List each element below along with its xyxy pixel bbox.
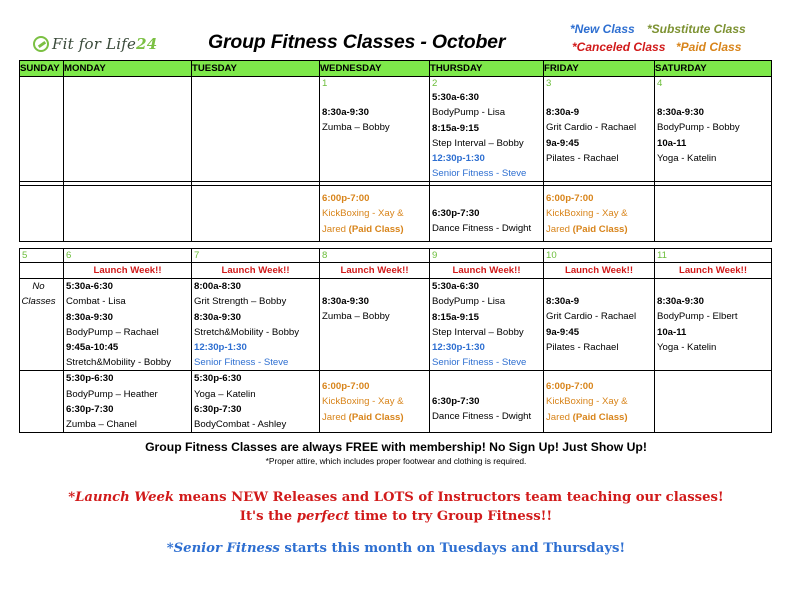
wednesday-cell: [320, 279, 430, 371]
class-time-paid: 6:00p-7:00: [322, 193, 370, 205]
sunday-cell: [20, 186, 64, 242]
week1-evening-row: [20, 186, 772, 242]
class-name-new: Senior Fitness - Steve: [432, 168, 527, 180]
class-time: 8:30a-9: [546, 107, 580, 119]
launch-week-label: Launch Week!!: [655, 263, 772, 279]
tuesday-cell: [192, 77, 320, 182]
friday-cell: [544, 77, 655, 182]
calendar-week-2: [19, 248, 772, 433]
launch-week-row: [20, 263, 772, 279]
sunday-cell: [20, 77, 64, 182]
class-name: BodyPump – Heather: [66, 388, 158, 400]
thursday-cell: [430, 371, 544, 433]
class-time-new: 12:30p-1:30: [432, 342, 485, 354]
class-name: Dance Fitness - Dwight: [432, 223, 532, 235]
class-name: Yoga - Katelin: [657, 341, 717, 353]
class-time: 5:30p-6:30: [66, 373, 114, 385]
class-name-paid-cont: Jared (Paid Class): [322, 223, 404, 235]
tuesday-cell: [192, 186, 320, 242]
class-name: BodyCombat - Ashley: [194, 419, 287, 431]
class-time: 9:45a-10:45: [66, 342, 119, 354]
class-name: BodyPump - Bobby: [657, 122, 740, 134]
class-time: 9a-9:45: [546, 326, 580, 338]
day-header: MONDAY: [64, 61, 192, 77]
class-time-paid: 6:00p-7:00: [546, 381, 594, 393]
class-name: Pilates - Rachael: [546, 152, 619, 164]
saturday-cell: [655, 371, 772, 433]
class-name-new: Senior Fitness - Steve: [432, 357, 527, 369]
class-name-paid-cont: Jared (Paid Class): [546, 411, 628, 423]
class-time: 8:30a-9:30: [66, 311, 113, 323]
class-name: Yoga – Katelin: [194, 388, 256, 400]
class-name: Grit Strength – Bobby: [194, 296, 287, 308]
class-name-new: Senior Fitness - Steve: [194, 357, 289, 369]
class-name: Zumba – Bobby: [322, 122, 390, 134]
week1-morning-row: [20, 77, 772, 182]
class-time: 10a-11: [657, 137, 687, 149]
class-name: Pilates - Rachael: [546, 341, 619, 353]
class-time: 6:30p-7:30: [432, 208, 480, 220]
date-number: 7: [194, 250, 200, 261]
saturday-cell: [655, 186, 772, 242]
class-name: Dance Fitness - Dwight: [432, 411, 532, 423]
class-time-paid: 6:00p-7:00: [322, 381, 370, 393]
class-time: 6:30p-7:30: [194, 403, 242, 415]
class-time: 5:30p-6:30: [194, 373, 242, 385]
free-membership-note: Group Fitness Classes are always FREE with membership! No Sign Up! Just Show Up!: [145, 440, 647, 454]
date-number: 11: [657, 250, 667, 261]
monday-cell: [64, 186, 192, 242]
launch-week-label: Launch Week!!: [64, 263, 192, 279]
class-time: 8:30a-9:30: [322, 107, 369, 119]
date-number: 6: [66, 250, 72, 261]
class-name: Yoga - Katelin: [657, 152, 717, 164]
class-name: Step Interval – Bobby: [432, 326, 524, 338]
page-title: Group Fitness Classes - October: [208, 31, 506, 53]
date-number: 1: [322, 78, 328, 90]
week2-morning-row: [20, 279, 772, 371]
date-number: 2: [432, 78, 438, 90]
date-number: 4: [657, 78, 663, 90]
week2-evening-row: [20, 371, 772, 433]
class-time: 5:30a-6:30: [432, 92, 479, 104]
date-row: [20, 249, 772, 263]
class-time: 8:30a-9: [546, 296, 580, 308]
day-header: SATURDAY: [655, 61, 772, 77]
class-name-paid: KickBoxing - Xay &: [546, 208, 628, 220]
tuesday-cell: [192, 279, 320, 371]
class-time: 6:30p-7:30: [432, 396, 480, 408]
day-header-row: [20, 61, 772, 77]
class-name: BodyPump - Elbert: [657, 311, 738, 323]
class-time-paid: 6:00p-7:00: [546, 193, 594, 205]
class-name-paid: KickBoxing - Xay &: [322, 396, 404, 408]
wednesday-cell: [320, 77, 430, 182]
class-name: Stretch&Mobility - Bobby: [194, 326, 300, 338]
class-name: BodyPump – Rachael: [66, 326, 159, 338]
thursday-cell: [430, 186, 544, 242]
friday-cell: [544, 279, 655, 371]
thursday-cell: [430, 77, 544, 182]
tuesday-cell: [192, 371, 320, 433]
class-time-new: 12:30p-1:30: [194, 342, 247, 354]
wednesday-cell: [320, 186, 430, 242]
class-name-paid-cont: Jared (Paid Class): [322, 411, 404, 423]
launch-week-label: Launch Week!!: [192, 263, 320, 279]
class-time: 8:30a-9:30: [322, 296, 369, 308]
class-time: 8:15a-9:15: [432, 311, 479, 323]
logo: [33, 33, 157, 55]
monday-cell: [64, 371, 192, 433]
class-time: 10a-11: [657, 326, 687, 338]
class-name-paid: KickBoxing - Xay &: [322, 208, 404, 220]
sunday-cell: [20, 371, 64, 433]
day-header: SUNDAY: [20, 61, 64, 77]
friday-cell: [544, 186, 655, 242]
day-header: FRIDAY: [544, 61, 655, 77]
friday-cell: [544, 371, 655, 433]
legend-canceled: *Canceled Class: [572, 40, 666, 54]
class-name: Grit Cardio - Rachael: [546, 311, 637, 323]
attire-note: *Proper attire, which includes proper footwear and clothing is required.: [265, 456, 527, 466]
day-header: WEDNESDAY: [320, 61, 430, 77]
monday-cell: [64, 77, 192, 182]
class-name: Step Interval – Bobby: [432, 137, 524, 149]
senior-fitness-note: *Senior Fitness starts this month on Tuesdays and Thursdays!: [166, 541, 626, 556]
day-header: TUESDAY: [192, 61, 320, 77]
class-time: 8:30a-9:30: [657, 107, 704, 119]
class-name: Zumba – Bobby: [322, 311, 390, 323]
class-time: 5:30a-6:30: [66, 281, 113, 293]
date-number: 9: [432, 250, 438, 261]
legend-new: *New Class: [570, 22, 635, 36]
launch-week-label: Launch Week!!: [430, 263, 544, 279]
date-number: 3: [546, 78, 552, 90]
class-name: Stretch&Mobility - Bobby: [66, 357, 172, 369]
day-header: THURSDAY: [430, 61, 544, 77]
class-time: 8:15a-9:15: [432, 122, 479, 134]
date-number: 8: [322, 250, 328, 261]
class-name: BodyPump - Lisa: [432, 107, 506, 119]
class-time-new: 12:30p-1:30: [432, 153, 485, 165]
calendar-week-1: [19, 60, 772, 242]
date-number: 5: [22, 250, 28, 261]
class-name-paid-cont: Jared (Paid Class): [546, 223, 628, 235]
legend-substitute: *Substitute Class: [647, 22, 746, 36]
class-time: 8:30a-9:30: [657, 296, 704, 308]
thursday-cell: [430, 279, 544, 371]
class-time: 9a-9:45: [546, 137, 580, 149]
class-name: Zumba – Chanel: [66, 419, 137, 431]
logo-text: Fit for Life24: [52, 35, 158, 53]
no-classes-label: No: [32, 281, 45, 293]
date-number: 10: [546, 250, 557, 261]
class-name: Combat - Lisa: [66, 296, 126, 308]
launch-week-label: Launch Week!!: [320, 263, 430, 279]
monday-cell: [64, 279, 192, 371]
sunday-cell: [20, 279, 64, 371]
class-time: 8:00a-8:30: [194, 281, 241, 293]
wednesday-cell: [320, 371, 430, 433]
class-time: 6:30p-7:30: [66, 403, 114, 415]
class-name: BodyPump - Lisa: [432, 296, 506, 308]
launch-week-label: Launch Week!!: [544, 263, 655, 279]
legend-paid: *Paid Class: [676, 40, 742, 54]
logo-icon: [33, 36, 49, 52]
class-name: Grit Cardio - Rachael: [546, 122, 637, 134]
no-classes-label: Classes: [21, 296, 56, 308]
class-time: 5:30a-6:30: [432, 281, 479, 293]
saturday-cell: [655, 77, 772, 182]
saturday-cell: [655, 279, 772, 371]
launch-week-note: *Launch Week means NEW Releases and LOTS of Instructors team teaching our classes! It's the perfect time to try Group Fitness!!: [68, 490, 724, 524]
class-name-paid: KickBoxing - Xay &: [546, 396, 628, 408]
class-time: 8:30a-9:30: [194, 311, 241, 323]
